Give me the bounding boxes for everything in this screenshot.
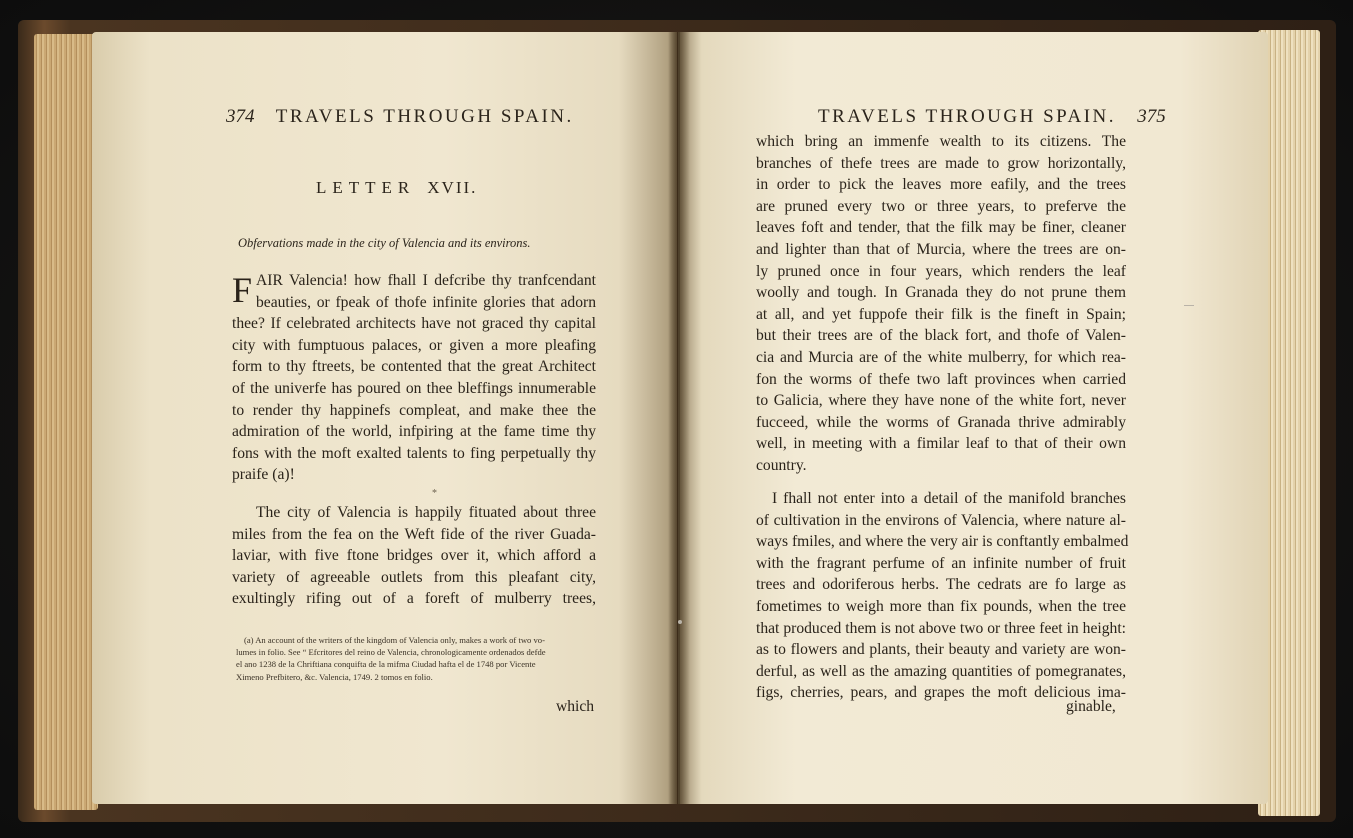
text-line: trees and odoriferous herbs. The cedrats are fo large as [756, 576, 1126, 594]
drop-cap: F [232, 270, 253, 310]
margin-mark [1184, 305, 1194, 306]
text-line: derful, as well as the amazing quantities of pomegranates, [756, 662, 1126, 680]
right-paragraph-2 [756, 488, 1129, 704]
left-page-number: 374 [226, 106, 255, 127]
text-line: in order to pick the leaves more eafily, and the trees [756, 176, 1126, 194]
text-line: city with fumptuous palaces, or given a more pleafing [232, 336, 596, 354]
text-line: AIR Valencia! how fhall I defcribe thy tranfcendant [256, 272, 596, 289]
text-line: of the univerfe has poured on thee bleffings innumerable [232, 379, 596, 397]
text-line: The city of Valencia is happily fituated about three [256, 504, 596, 521]
letter-number: XVII. [427, 178, 478, 197]
text-line: fons with the moft exalted talents to fing perpetually thy [232, 444, 596, 462]
text-line: that produced them is not above two or three feet in height: [756, 619, 1126, 637]
printer-mark: * [432, 488, 437, 499]
text-line: at all, and yet fuppofe their filk is the fineft in Spain; [756, 305, 1126, 323]
text-line: of cultivation in the environs of Valencia, where nature al- [756, 511, 1126, 529]
left-running-head-title: TRAVELS THROUGH SPAIN. [275, 106, 574, 127]
footnote-line: (a) An account of the writers of the kingdom of Valencia only, makes a work of two vo- [244, 635, 545, 645]
text-line: I fhall not enter into a detail of the manifold branches [772, 490, 1126, 507]
footnote-line: el ano 1238 de la Chriftiana conquifta de la mifma Ciudad hafta el de 1748 por Vicente [236, 659, 536, 670]
text-line: country. [756, 456, 807, 474]
left-paragraph-2 [232, 502, 596, 610]
text-line: which bring an immenfe wealth to its citizens. The [756, 133, 1126, 150]
letter-label: LETTER [316, 178, 416, 197]
text-line: with the fragrant perfume of an infinite number of fruit [756, 554, 1126, 572]
text-line: are pruned every two or three years, to preferve the [756, 197, 1126, 215]
letter-subtitle: Obfervations made in the city of Valencia and its environs. [238, 236, 531, 250]
text-line: thee? If celebrated architects have not graced thy capital [232, 315, 596, 333]
text-line: exultingly rifing out of a foreft of mulberry trees, [232, 590, 596, 608]
footnote [236, 634, 598, 683]
text-line: praife (a)! [232, 466, 295, 484]
right-running-head [818, 106, 1166, 128]
text-line: as to flowers and plants, their beauty and variety are won- [756, 641, 1126, 659]
text-line: but their trees are of the black fort, and thofe of Valen- [756, 327, 1126, 345]
text-line: fon the worms of thefe two laft provinces when carried [756, 370, 1126, 388]
right-catchword: ginable, [1066, 698, 1116, 715]
footnote-line: Ximeno Prefbitero, &c. Valencia, 1749. 2 tomos en folio. [236, 671, 433, 682]
text-line: to Galicia, where they have none of the white fort, never [756, 392, 1126, 410]
text-line: form to thy ftreets, be contented that the great Architect [232, 358, 596, 376]
text-line: cia and Murcia are of the white mulberry, for which rea- [756, 348, 1126, 366]
text-line: beauties, or fpeak of thofe infinite glories that adorn [256, 293, 596, 311]
text-line: fucceed, while the worms of Granada thrive admirably [756, 413, 1126, 431]
text-line: woolly and tough. In Granada they do not prune them [756, 284, 1126, 302]
left-running-head [226, 106, 574, 128]
footnote-line: lumes in folio. See “ Efcritores del reino de Valencia, chronologicamente ordenados defde [236, 647, 546, 658]
left-page-edges [34, 34, 98, 810]
book-gutter-shadow [668, 32, 690, 804]
text-line: to render thy happinefs compleat, and make thee the [232, 401, 596, 419]
text-line: ly pruned once in four years, which renders the leaf [756, 262, 1126, 280]
text-line: and lighter than that of Murcia, where the trees are on- [756, 240, 1126, 258]
left-catchword: which [556, 698, 595, 715]
text-line: well, in meeting with a fimilar leaf to that of their own [756, 435, 1126, 453]
text-line: figs, cherries, pears, and grapes the moft delicious ima- [756, 684, 1126, 702]
letter-heading [316, 178, 477, 198]
right-page-number: 375 [1137, 106, 1166, 127]
right-running-head-title: TRAVELS THROUGH SPAIN. [818, 106, 1117, 127]
text-line: ways fmiles, and where the very air is conftantly embalmed [756, 533, 1129, 551]
text-line: admiration of the world, infpiring at the fame time thy [232, 423, 596, 441]
margin-dot [678, 620, 682, 624]
text-line: variety of agreeable outlets from this pleafant city, [232, 568, 596, 586]
right-paragraph-1 [756, 131, 1126, 477]
text-line: fometimes to weigh more than fix pounds, when the tree [756, 597, 1126, 615]
text-line: miles from the fea on the Weft fide of the river Guada- [232, 525, 596, 543]
text-line: leaves foft and tender, that the filk may be finer, cleaner [756, 219, 1126, 237]
text-line: branches of thefe trees are made to grow horizontally, [756, 154, 1126, 172]
text-line: laviar, with five ftone bridges over it, which afford a [232, 547, 596, 565]
left-paragraph-1 [232, 270, 596, 486]
